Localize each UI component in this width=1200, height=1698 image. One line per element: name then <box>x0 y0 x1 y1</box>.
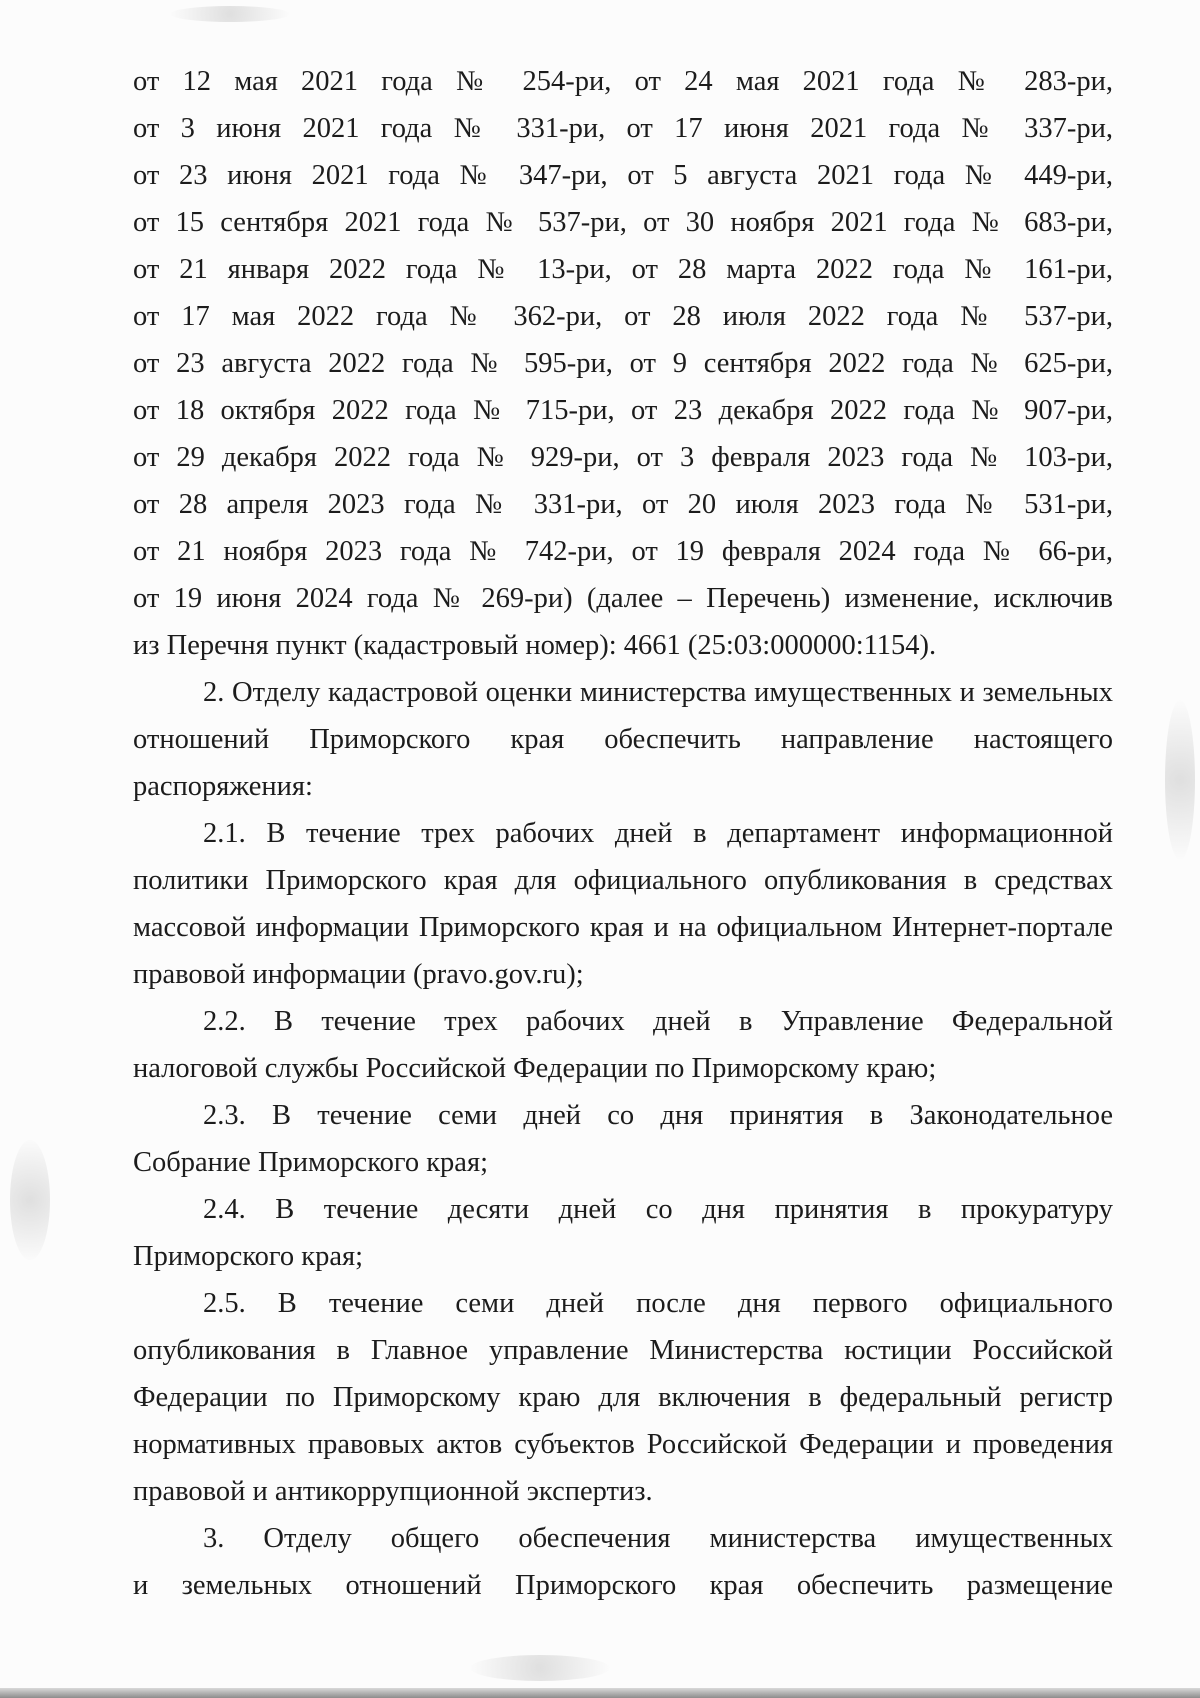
text-line: распоряжения: <box>133 771 313 802</box>
document-body <box>133 58 1113 1609</box>
text-line: опубликования в Главное управление Министерства юстиции Российской <box>133 1335 1113 1366</box>
paragraph-3-start: 3. Отделу общего обеспечения министерства имущественных <box>203 1523 1113 1554</box>
item-2-4-start: 2.4. В течение десяти дней со дня принятия в прокуратуру <box>203 1194 1113 1225</box>
scan-noise <box>470 1655 610 1681</box>
scan-noise <box>10 1140 50 1260</box>
text-line: от 21 января 2022 года № 13-ри, от 28 марта 2022 года № 161-ри, <box>133 254 1113 285</box>
text-line: от 28 апреля 2023 года № 331-ри, от 20 июля 2023 года № 531-ри, <box>133 489 1113 520</box>
text-line: из Перечня пункт (кадастровый номер): 4661 (25:03:000000:1154). <box>133 630 937 661</box>
text-line: от 29 декабря 2022 года № 929-ри, от 3 февраля 2023 года № 103-ри, <box>133 442 1113 473</box>
text-line: от 21 ноября 2023 года № 742-ри, от 19 февраля 2024 года № 66-ри, <box>133 536 1113 567</box>
text-line: налоговой службы Российской Федерации по Приморскому краю; <box>133 1053 937 1084</box>
item-2-2-start: 2.2. В течение трех рабочих дней в Управление Федеральной <box>203 1006 1113 1037</box>
text-line: Приморского края; <box>133 1241 364 1272</box>
text-line: от 17 мая 2022 года № 362-ри, от 28 июля 2022 года № 537-ри, <box>133 301 1113 332</box>
text-line: политики Приморского края для официального опубликования в средствах <box>133 865 1113 896</box>
text-line: массовой информации Приморского края и на официальном Интернет-портале <box>133 912 1113 943</box>
text-line: от 19 июня 2024 года № 269-ри) (далее – Перечень) изменение, исключив <box>133 583 1113 614</box>
text-line: и земельных отношений Приморского края обеспечить размещение <box>133 1570 1113 1601</box>
text-line: правовой информации (pravo.gov.ru); <box>133 959 584 990</box>
text-line: от 18 октября 2022 года № 715-ри, от 23 декабря 2022 года № 907-ри, <box>133 395 1113 426</box>
text-line: от 23 июня 2021 года № 347-ри, от 5 августа 2021 года № 449-ри, <box>133 160 1113 191</box>
text-line: от 23 августа 2022 года № 595-ри, от 9 сентября 2022 года № 625-ри, <box>133 348 1113 379</box>
scan-noise <box>1165 700 1195 860</box>
text-line: от 3 июня 2021 года № 331-ри, от 17 июня 2021 года № 337-ри, <box>133 113 1113 144</box>
item-2-3-start: 2.3. В течение семи дней со дня принятия в Законодательное <box>203 1100 1113 1131</box>
text-line: от 15 сентября 2021 года № 537-ри, от 30 ноября 2021 года № 683-ри, <box>133 207 1113 238</box>
text-line: от 12 мая 2021 года № 254-ри, от 24 мая 2021 года № 283-ри, <box>133 66 1113 97</box>
item-2-1-start: 2.1. В течение трех рабочих дней в департамент информационной <box>203 818 1113 849</box>
text-line: Федерации по Приморскому краю для включения в федеральный регистр <box>133 1382 1113 1413</box>
text-line: правовой и антикоррупционной экспертиз. <box>133 1476 653 1507</box>
paragraph-2-start: 2. Отделу кадастровой оценки министерства имущественных и земельных <box>203 677 1113 708</box>
item-2-5-start: 2.5. В течение семи дней после дня первого официального <box>203 1288 1113 1319</box>
scan-noise <box>170 6 290 22</box>
scan-bottom-edge <box>0 1688 1200 1698</box>
text-line: Собрание Приморского края; <box>133 1147 488 1178</box>
text-line: отношений Приморского края обеспечить направление настоящего <box>133 724 1113 755</box>
text-line: нормативных правовых актов субъектов Российской Федерации и проведения <box>133 1429 1113 1460</box>
